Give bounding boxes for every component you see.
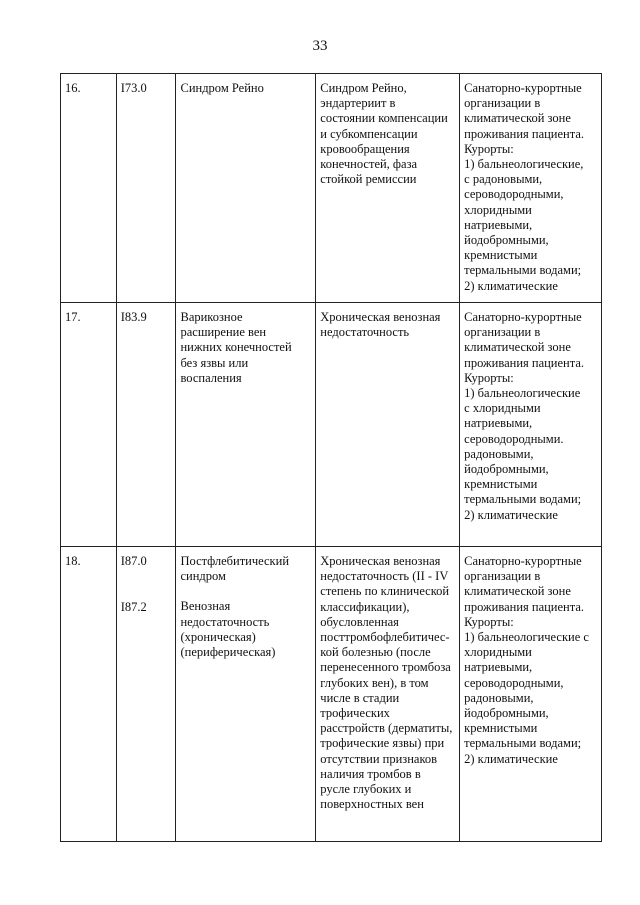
treatment-line: Курорты:: [464, 614, 514, 629]
treatment-line: с радоновыми,: [464, 172, 543, 187]
diagnosis-line: Варикозное: [180, 310, 243, 324]
treatment-line: 2) климатические: [464, 507, 558, 522]
row-number: 18.: [61, 547, 117, 842]
condition-line: состоянии компенсации: [320, 111, 448, 126]
diagnosis-cell: [176, 74, 316, 303]
condition-line: классификации),: [320, 599, 410, 614]
table-row: [61, 303, 602, 547]
treatment-line: кремнистыми: [464, 477, 538, 492]
treatment-line: 1) бальнеологические с: [464, 630, 589, 645]
diagnosis-line: (периферическая): [180, 645, 276, 660]
icd-code: I87.0: [120, 554, 147, 568]
icd-code: I83.9: [120, 310, 147, 324]
condition-line: трофических: [320, 706, 390, 721]
treatment-line: сероводородными,: [464, 675, 564, 690]
condition-line: недостаточность: [320, 325, 410, 340]
treatment-line: климатической зоне: [464, 111, 571, 126]
treatment-line: сероводородными,: [464, 187, 564, 202]
condition-line: поверхностных вен: [320, 797, 424, 812]
condition-line: кровообращения: [320, 141, 410, 156]
condition-line: Хроническая венозная: [320, 310, 441, 324]
condition-line: конечностей, фаза: [320, 157, 418, 172]
icd-code-cell: [116, 303, 176, 547]
treatment-line: термальными водами;: [464, 736, 582, 751]
treatment-line: термальными водами;: [464, 492, 582, 507]
treatment-cell: [460, 547, 602, 842]
diagnosis-text: Синдром Рейно: [180, 81, 264, 95]
diagnosis-line: недостаточность: [180, 614, 270, 629]
treatment-line: Курорты:: [464, 141, 514, 156]
icd-code: I73.0: [120, 81, 147, 95]
condition-line: числе в стадии: [320, 690, 400, 705]
row-number: 16.: [61, 74, 117, 303]
diagnosis-line: воспаления: [180, 370, 242, 385]
diagnosis-line: нижних конечностей: [180, 340, 292, 355]
treatment-line: Санаторно-курортные: [464, 310, 582, 324]
treatment-line: 1) бальнеологические: [464, 386, 581, 401]
condition-line: глубоких вен), в том: [320, 675, 429, 690]
row-number: 17.: [61, 303, 117, 547]
treatment-line: хлоридными: [464, 202, 532, 217]
condition-line: кой болезнью (после: [320, 645, 431, 660]
treatment-line: Санаторно-курортные: [464, 554, 582, 568]
treatment-line: проживания пациента.: [464, 355, 585, 370]
treatment-line: хлоридными: [464, 645, 532, 660]
condition-line: Синдром Рейно,: [320, 81, 407, 95]
treatment-line: организации в: [464, 96, 541, 111]
diagnosis-line: синдром: [180, 569, 226, 584]
diagnosis-cell: [176, 547, 316, 842]
treatment-line: проживания пациента.: [464, 126, 585, 141]
treatment-line: Санаторно-курортные: [464, 81, 582, 95]
treatment-line: 2) климатические: [464, 278, 558, 293]
treatment-line: йодобромными,: [464, 462, 549, 477]
treatment-line: сероводородными.: [464, 431, 564, 446]
treatment-line: йодобромными,: [464, 706, 549, 721]
condition-line: отсутствии признаков: [320, 751, 438, 766]
diagnosis-line: Венозная: [180, 599, 231, 614]
treatment-line: натриевыми,: [464, 416, 533, 431]
treatment-line: 1) бальнеологические,: [464, 157, 584, 172]
diagnosis-line: без язвы или: [180, 355, 249, 370]
condition-line: перенесенного тромбоза: [320, 660, 451, 675]
diagnosis-cell: [176, 303, 316, 547]
condition-cell: [316, 303, 460, 547]
condition-line: трофические язвы) при: [320, 736, 445, 751]
medical-table: [60, 73, 602, 842]
icd-code-cell: [116, 74, 176, 303]
condition-line: степень по клинической: [320, 584, 450, 599]
treatment-line: натриевыми,: [464, 217, 533, 232]
condition-cell: [316, 547, 460, 842]
treatment-line: с хлоридными: [464, 401, 541, 416]
condition-line: наличия тромбов в: [320, 766, 421, 781]
treatment-line: термальными водами;: [464, 263, 582, 278]
treatment-line: радоновыми,: [464, 446, 534, 461]
condition-line: посттромбофлебитичес-: [320, 630, 450, 645]
condition-line: обусловленная: [320, 614, 399, 629]
treatment-line: Курорты:: [464, 370, 514, 385]
table-row: [61, 547, 602, 842]
condition-line: расстройств (дерматиты,: [320, 721, 453, 736]
diagnosis-line: Постфлебитический: [180, 554, 290, 568]
treatment-line: кремнистыми: [464, 248, 538, 263]
condition-line: русле глубоких и: [320, 782, 412, 797]
icd-code: I87.2: [120, 600, 147, 615]
treatment-cell: [460, 303, 602, 547]
condition-cell: [316, 74, 460, 303]
condition-line: стойкой ремиссии: [320, 172, 417, 187]
treatment-line: радоновыми,: [464, 690, 534, 705]
condition-line: и субкомпенсации: [320, 126, 418, 141]
table-row: [61, 74, 602, 303]
treatment-line: организации в: [464, 569, 541, 584]
treatment-line: организации в: [464, 325, 541, 340]
condition-line: Хроническая венозная: [320, 554, 441, 568]
diagnosis-line: (хроническая): [180, 629, 256, 644]
page-number: 33: [312, 38, 328, 54]
treatment-line: 2) климатические: [464, 751, 558, 766]
treatment-cell: [460, 74, 602, 303]
treatment-line: климатической зоне: [464, 340, 571, 355]
treatment-line: кремнистыми: [464, 721, 538, 736]
treatment-line: натриевыми,: [464, 660, 533, 675]
condition-line: эндартериит в: [320, 96, 396, 111]
treatment-line: проживания пациента.: [464, 599, 585, 614]
treatment-line: йодобромными,: [464, 233, 549, 248]
condition-line: недостаточность (II - IV: [320, 569, 449, 584]
diagnosis-line: расширение вен: [180, 325, 267, 340]
icd-code-cell: [116, 547, 176, 842]
treatment-line: климатической зоне: [464, 584, 571, 599]
